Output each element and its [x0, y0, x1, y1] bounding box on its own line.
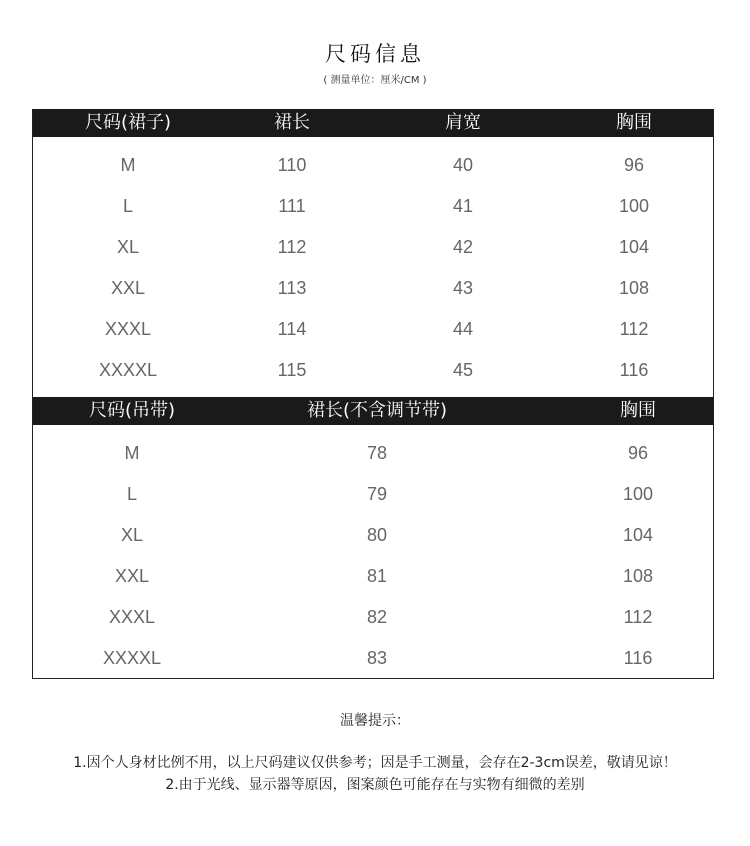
length-cell: 114: [277, 319, 307, 339]
strap-table-header: [33, 397, 713, 425]
size-cell: XXL: [110, 278, 146, 298]
length-cell: 78: [366, 443, 388, 463]
size-cell: XXL: [114, 566, 150, 586]
bust-cell: 116: [619, 360, 649, 380]
size-cell: XL: [120, 525, 144, 545]
shoulder-cell: 45: [452, 360, 474, 380]
header-shoulder: 肩宽: [445, 112, 481, 133]
size-cell: XXXXL: [98, 360, 158, 380]
header-length: 裙长(不含调节带): [306, 400, 448, 421]
length-cell: 80: [366, 525, 388, 545]
bust-cell: 104: [622, 525, 654, 545]
length-cell: 82: [366, 607, 388, 627]
tip-line-1: 1.因个人身材比例不用，以上尺码建议仅供参考；因是手工测量，会存在2-3cm误差，敬请见谅！: [73, 755, 677, 771]
bust-cell: 104: [618, 237, 650, 257]
bust-cell: 96: [623, 155, 645, 175]
shoulder-cell: 40: [452, 155, 474, 175]
bust-cell: 108: [618, 278, 650, 298]
header-size: 尺码(裙子): [84, 112, 172, 133]
length-cell: 112: [277, 237, 307, 257]
table-row: [33, 474, 713, 515]
size-cell: XL: [116, 237, 140, 257]
length-cell: 115: [277, 360, 307, 380]
size-cell: M: [124, 443, 140, 463]
header-bust: 胸围: [620, 400, 656, 421]
page-title: 尺码信息: [325, 42, 425, 66]
skirt-table-header: [33, 109, 713, 137]
size-cell: XXXL: [108, 607, 156, 627]
length-cell: 110: [277, 155, 307, 175]
table-row: [33, 268, 713, 309]
strap-table-body: [33, 425, 713, 679]
table-row: [33, 556, 713, 597]
table-row: [33, 186, 713, 227]
shoulder-cell: 43: [452, 278, 474, 298]
shoulder-cell: 41: [452, 196, 474, 216]
bust-cell: 116: [623, 648, 653, 668]
length-cell: 111: [278, 196, 306, 216]
strap-size-table: [32, 397, 714, 679]
header-size: 尺码(吊带): [88, 400, 176, 421]
shoulder-cell: 44: [452, 319, 474, 339]
tips-title: 温馨提示：: [340, 713, 410, 729]
skirt-table-body: [33, 137, 713, 391]
size-cell: M: [120, 155, 136, 175]
bust-cell: 96: [627, 443, 649, 463]
length-cell: 113: [277, 278, 307, 298]
table-row: [33, 597, 713, 638]
header-bust: 胸围: [616, 112, 652, 133]
bust-cell: 100: [618, 196, 650, 216]
table-row: [33, 638, 713, 679]
skirt-size-table: [32, 109, 714, 397]
table-row: [33, 515, 713, 556]
table-row: [33, 309, 713, 350]
header-length: 裙长: [274, 112, 310, 133]
table-row: [33, 350, 713, 391]
size-cell: L: [126, 484, 137, 504]
length-cell: 83: [366, 648, 388, 668]
table-row: [33, 145, 713, 186]
size-cell: XXXXL: [102, 648, 162, 668]
size-cell: XXXL: [104, 319, 152, 339]
size-cell: L: [122, 196, 133, 216]
bust-cell: 112: [619, 319, 649, 339]
measurement-unit-note: ( 测量单位：厘米/CM ): [323, 75, 427, 86]
table-row: [33, 433, 713, 474]
bust-cell: 100: [622, 484, 654, 504]
tip-line-2: 2.由于光线、显示器等原因，图案颜色可能存在与实物有细微的差别: [165, 777, 585, 793]
length-cell: 79: [366, 484, 388, 504]
bust-cell: 112: [623, 607, 653, 627]
length-cell: 81: [366, 566, 388, 586]
table-row: [33, 227, 713, 268]
bust-cell: 108: [622, 566, 654, 586]
shoulder-cell: 42: [452, 237, 474, 257]
